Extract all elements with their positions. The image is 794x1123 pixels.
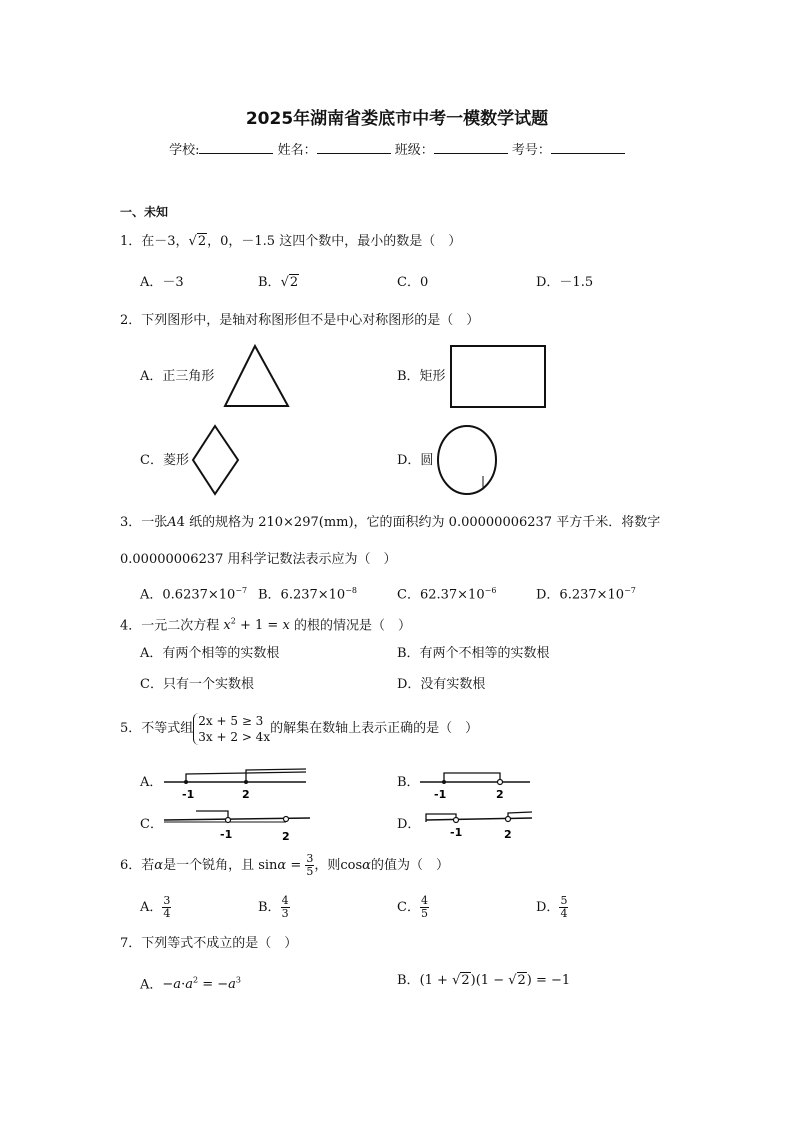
rhombus-icon [191,424,243,498]
q3-option-d-exp: −7 [624,586,636,595]
denominator: 4 [163,907,171,920]
q1-option-a[interactable]: A．－3 [140,275,184,290]
q4-stem [120,614,411,634]
q4-option-a[interactable]: A．有两个相等的实数根 [140,646,280,661]
q3-option-b-exp: −8 [345,586,358,595]
q2-option-b[interactable]: B．矩形 [397,369,446,384]
q7-option-a[interactable] [140,973,241,993]
q5-stem-a: 5．不等式组 [120,721,194,736]
q3-stem: 3．一张A4 纸的规格为 210×297(mm)，它的面积约为 0.00000006237 平方千米．将数字 [120,515,661,530]
q1-stem-b: ，0，－1.5 这四个数中，最小的数是（ ） [207,234,462,249]
q1-option-c[interactable]: C．0 [397,275,429,290]
q4-equation: $x^2 + 1 = x$ [223,617,290,634]
q1-option-d[interactable]: D．－1.5 [536,275,594,290]
q3-option-a-label: A．0.6237×10 [140,587,236,603]
sin-denominator: 5 [306,865,314,878]
section-title: 一、未知 [120,205,169,219]
q6-stem-b: 是一个锐角，且 [163,858,255,873]
tick-label: 2 [282,830,290,843]
sqrt2-icon: √2 [188,234,207,249]
q2-option-c[interactable]: C．菱形 [140,453,189,468]
denominator: 5 [420,907,428,920]
q3-option-a[interactable] [140,583,247,603]
number-line-b [418,768,533,802]
q6-option-d-label: D． [536,900,560,915]
number-line-a [160,768,310,802]
inequality-2: 3x + 2 > 4x [198,729,271,744]
q7-option-b-expression: (1 + √2)(1 − √2) = −1 [419,973,571,988]
q4-stem-b: 的根的情况是（ ） [293,618,411,634]
inequality-1: 2x + 5 ≥ 3 [198,713,264,728]
q7-option-b-label: B． [397,973,420,988]
rectangle-icon [449,344,549,410]
exam-no-blank[interactable] [551,141,625,154]
tick-label: 2 [504,828,512,841]
q5-stem-b: 的解集在数轴上表示正确的是（ ） [270,721,479,736]
q6-option-c[interactable] [397,892,429,924]
school-blank[interactable] [199,141,273,154]
student-info-line [0,139,794,158]
numerator: 3 [163,894,171,907]
denominator: 4 [560,907,568,920]
q7-stem: 7．下列等式不成立的是（ ） [120,936,298,951]
tick-label: 2 [496,788,504,801]
q3-option-b[interactable] [258,583,357,603]
q3-option-c[interactable] [397,583,496,603]
q3-option-a-exp: −7 [235,586,248,595]
q5-option-d[interactable]: D． [397,817,421,832]
name-label: 姓名： [277,143,317,158]
q6-option-b[interactable] [258,892,290,924]
q6-stem-a: 6．若 [120,858,155,873]
class-blank[interactable] [434,141,508,154]
tick-label: 2 [242,788,250,801]
equilateral-triangle-icon [222,344,292,410]
class-label: 班级： [394,143,434,158]
q4-stem-a: 4．一元二次方程 [120,618,220,634]
q4-option-d[interactable]: D．没有实数根 [397,677,486,692]
q7-option-a-expression: $-a\cdot a^2 = -a^3$ [162,976,241,993]
q3-stem-line2: 0.00000006237 用科学记数法表示应为（ ） [120,552,397,567]
q2-option-d[interactable]: D．圆 [397,453,434,468]
numerator: 5 [560,894,568,907]
alpha-symbol: α [154,858,164,873]
q5-stem [120,709,478,749]
q3-option-d[interactable] [536,583,636,603]
inequality-system [193,713,270,745]
q4-option-c[interactable]: C．只有一个实数根 [140,677,254,692]
name-blank[interactable] [317,141,391,154]
q5-option-a[interactable]: A． [140,775,163,790]
exam-title: 2025年湖南省娄底市中考一模数学试题 [245,109,549,129]
exam-no-label: 考号： [511,143,551,158]
number-line-c [162,808,312,844]
q3-option-c-label: C．62.37×10 [397,587,485,603]
q3-option-c-exp: −6 [484,586,497,595]
tick-label: -1 [434,788,447,801]
sqrt2-icon: √2 [280,275,299,290]
cos-expression: cosα [340,858,371,873]
q2-stem: 2．下列图形中，是轴对称图形但不是中心对称图形的是（ ） [120,313,480,328]
q7-option-b[interactable] [397,973,570,989]
sin-numerator: 3 [306,852,314,865]
q5-option-b[interactable]: B． [397,775,420,790]
fraction [162,895,171,920]
q6-stem [120,850,449,882]
q3-stem-c: ，它的面积约为 0.00000006237 平方千米．将数字 [353,515,661,530]
q1-stem-a: 1．在－3， [120,234,189,249]
sin-expression: sinα = [258,858,306,873]
q6-option-a-label: A． [140,900,163,915]
q3-stem-b: 纸的规格为 [189,515,255,530]
q1-option-b[interactable] [258,275,299,291]
q6-option-d[interactable] [536,892,568,924]
fraction [281,895,290,920]
q4-option-b[interactable]: B．有两个不相等的实数根 [397,646,550,661]
q7-option-a-label: A． [140,977,163,993]
q6-stem-d: 的值为（ ） [370,858,449,873]
denominator: 3 [281,907,289,920]
q6-option-c-label: C． [397,900,420,915]
number-line-d [424,808,534,844]
tick-label: -1 [220,828,233,841]
q3-stem-a: 3．一张 [120,515,168,530]
q2-option-a[interactable]: A．正三角形 [140,369,215,384]
q6-option-b-label: B． [258,900,281,915]
tick-label: -1 [450,826,463,839]
school-label: 学校: [169,143,200,158]
tick-label: -1 [182,788,195,801]
paper-size-symbol: A [167,515,177,530]
fraction [420,895,429,920]
numerator: 4 [281,894,289,907]
circle-icon [436,424,502,498]
q1-stem [120,234,461,250]
q1-option-b-label: B． [258,275,281,290]
q6-option-a[interactable] [140,892,171,924]
q3-option-d-label: D．6.237×10 [536,587,625,603]
numerator: 4 [420,894,428,907]
q6-stem-c: ，则 [314,858,341,873]
q3-option-b-label: B．6.237×10 [258,587,346,603]
fraction [559,895,568,920]
q5-option-c[interactable]: C． [140,817,163,832]
